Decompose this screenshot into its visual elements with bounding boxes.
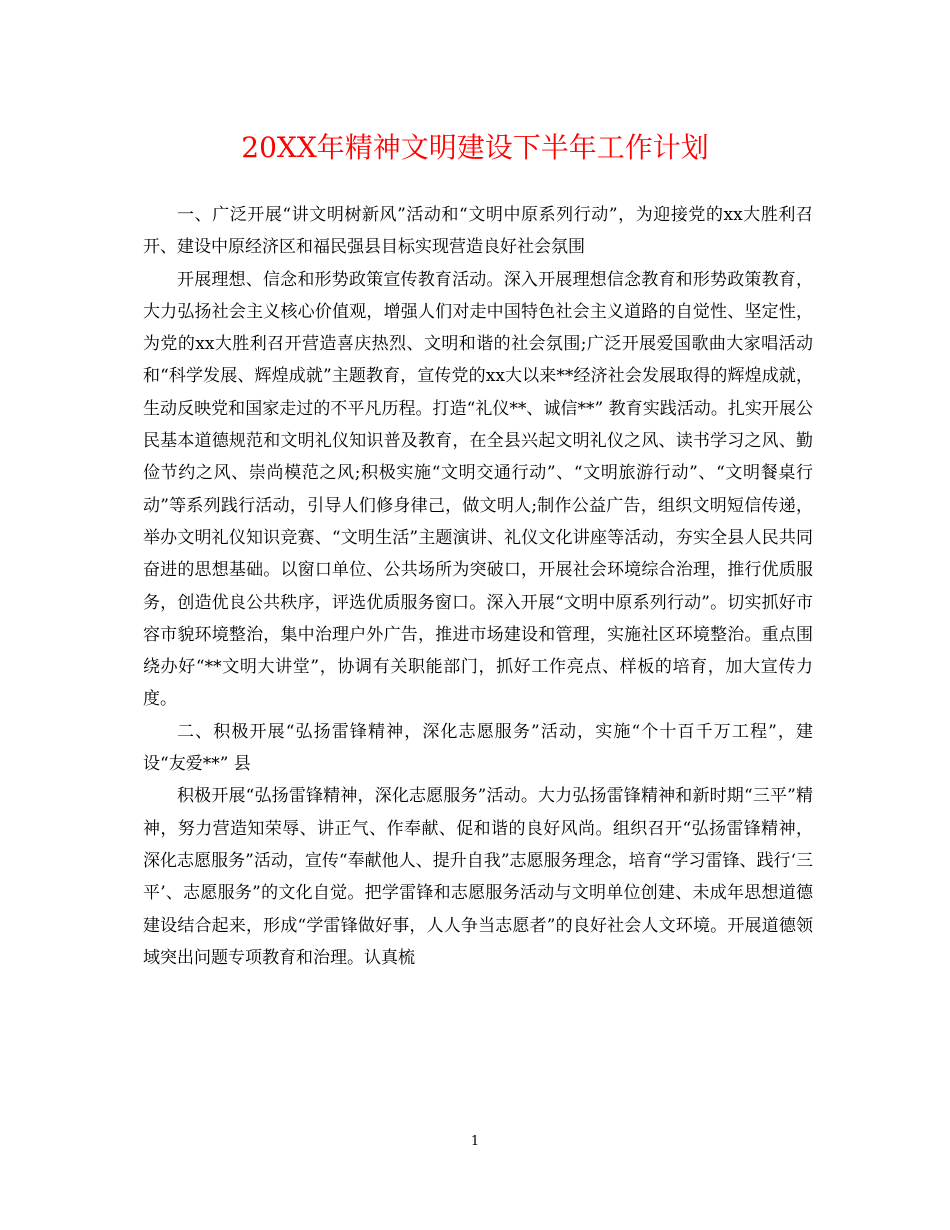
document-title: 20XX年精神文明建设下半年工作计划 <box>241 131 709 164</box>
document-body <box>143 199 813 974</box>
paragraph-section-one-body: 开展理想、信念和形势政策宣传教育活动。深入开展理想信念教育和形势政策教育，大力弘扬社会主义核心价值观，增强人们对走中国特色社会主义道路的自觉性、坚定性，为党的xx大胜利召开营造喜庆热烈、文明和谐的社会氛围;广泛开展爱国歌曲大家唱活动和“科学发展、辉煌成就”主题教育，宣传党的xx大以来**经济社会发展取得的辉煌成就，生动反映党和国家走过的不平凡历程。打造“礼仪**、诚信**” 教育实践活动。扎实开展公民基本道德规范和文明礼仪知识普及教育，在全县兴起文明礼仪之风、读书学习之风、勤俭节约之风、崇尚模范之风;积极实施“文明交通行动”、“文明旅游行动”、“文明餐桌行动”等系列践行活动，引导人们修身律己，做文明人;制作公益广告，组织文明短信传递，举办文明礼仪知识竞赛、“文明生活”主题演讲、礼仪文化讲座等活动，夯实全县人民共同奋进的思想基础。以窗口单位、公共场所为突破口，开展社会环境综合治理，推行优质服务，创造优良公共秩序，评选优质服务窗口。深入开展“文明中原系列行动”。切实抓好市容市貌环境整治，集中治理户外广告，推进市场建设和管理，实施社区环境整治。重点围绕办好“**文明大讲堂”，协调有关职能部门，抓好工作亮点、样板的培育，加大宣传力度。 <box>143 269 813 710</box>
paragraph-section-one-heading: 一、广泛开展“讲文明树新风”活动和“文明中原系列行动”，为迎接党的xx大胜利召开、建设中原经济区和福民强县目标实现营造良好社会氛围 <box>143 205 813 258</box>
paragraph-section-two-body: 积极开展“弘扬雷锋精神，深化志愿服务”活动。大力弘扬雷锋精神和新时期“三平”精神，努力营造知荣辱、讲正气、作奉献、促和谐的良好风尚。组织召开“弘扬雷锋精神，深化志愿服务”活动，宣传“奉献他人、提升自我”志愿服务理念，培育“学习雷锋、践行‘三平’、志愿服务”的文化自觉。把学雷锋和志愿服务活动与文明单位创建、未成年思想道德建设结合起来，形成“学雷锋做好事，人人争当志愿者”的良好社会人文环境。开展道德领域突出问题专项教育和治理。认真梳 <box>143 786 813 968</box>
page-number: 1 <box>470 1134 480 1149</box>
paragraph-section-two-heading: 二、积极开展“弘扬雷锋精神，深化志愿服务”活动，实施“个十百千万工程”，建设“友爱**” 县 <box>143 721 813 775</box>
